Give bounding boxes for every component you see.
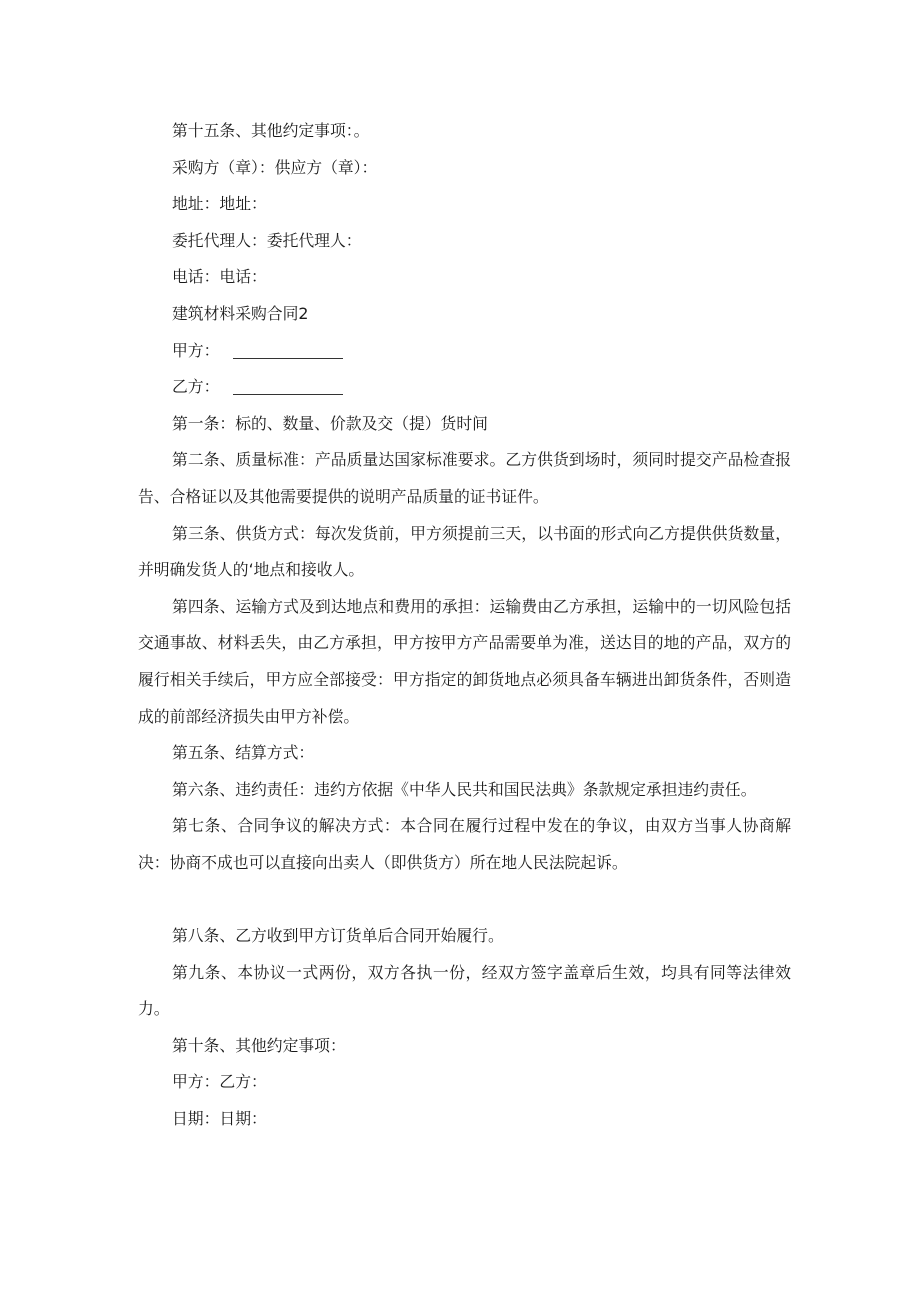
party-a-blank-underline xyxy=(233,342,343,359)
clause-2-paragraph: 第二条、质量标准：产品质量达国家标准要求。乙方供货到场时，须同时提交产品检查报告、合格证以及其他需要提供的说明产品质量的证书证件。 xyxy=(138,450,791,506)
clause-3-paragraph: 第三条、供货方式：每次发货前，甲方须提前三天，以书面的形式向乙方提供供货数量，并明确发货人的‘地点和接收人。 xyxy=(138,523,791,580)
paragraph-spacer xyxy=(138,881,791,918)
party-b-label: 乙方： xyxy=(172,377,220,397)
party-a-line xyxy=(138,333,791,370)
clause-8-paragraph: 第八条、乙方收到甲方订货单后合同开始履行。 xyxy=(172,926,504,946)
seal-signature-line: 采购方（章）：供应方（章）： xyxy=(172,157,378,177)
date-line: 日期：日期： xyxy=(172,1109,267,1129)
clause-10-paragraph: 第十条、其他约定事项： xyxy=(172,1035,346,1055)
signature-parties-line: 甲方：乙方： xyxy=(172,1072,267,1092)
clause-4-paragraph: 第四条、运输方式及到达地点和费用的承担：运输费由乙方承担，运输中的一切风险包括交通事故、材料丢失，由乙方承担，甲方按甲方产品需要单为准，送达目的地的产品，双方的履行相关手续后，甲方应全部接受：甲方指定的卸货地点必须具备车辆进出卸货条件，否则造成的前部经济损失由甲方补偿。 xyxy=(138,596,791,726)
party-b-line xyxy=(138,369,791,406)
party-b-blank-underline xyxy=(233,378,343,395)
phone-line: 电话：电话： xyxy=(172,267,267,287)
contract-2-title: 建筑材料采购合同2 xyxy=(172,303,309,323)
contract-body xyxy=(138,113,791,1138)
party-a-label: 甲方： xyxy=(172,340,220,360)
address-line: 地址：地址： xyxy=(172,194,267,214)
clause-9-paragraph: 第九条、本协议一式两份，双方各执一份，经双方签字盖章后生效，均具有同等法律效力。 xyxy=(138,962,791,1019)
agent-line: 委托代理人：委托代理人： xyxy=(172,230,362,250)
clause-7-paragraph: 第七条、合同争议的解决方式：本合同在履行过程中发在的争议，由双方当事人协商解决：协商不成也可以直接向出卖人（即供货方）所在地人民法院起诉。 xyxy=(138,816,791,872)
clause-15-paragraph: 第十五条、其他约定事项：。 xyxy=(172,121,370,140)
clause-1-paragraph: 第一条：标的、数量、价款及交（提）货时间 xyxy=(172,413,488,433)
clause-6-paragraph: 第六条、违约责任：违约方依据《中华人民共和国民法典》条款规定承担违约责任。 xyxy=(172,779,757,799)
clause-5-paragraph: 第五条、结算方式： xyxy=(172,743,315,763)
